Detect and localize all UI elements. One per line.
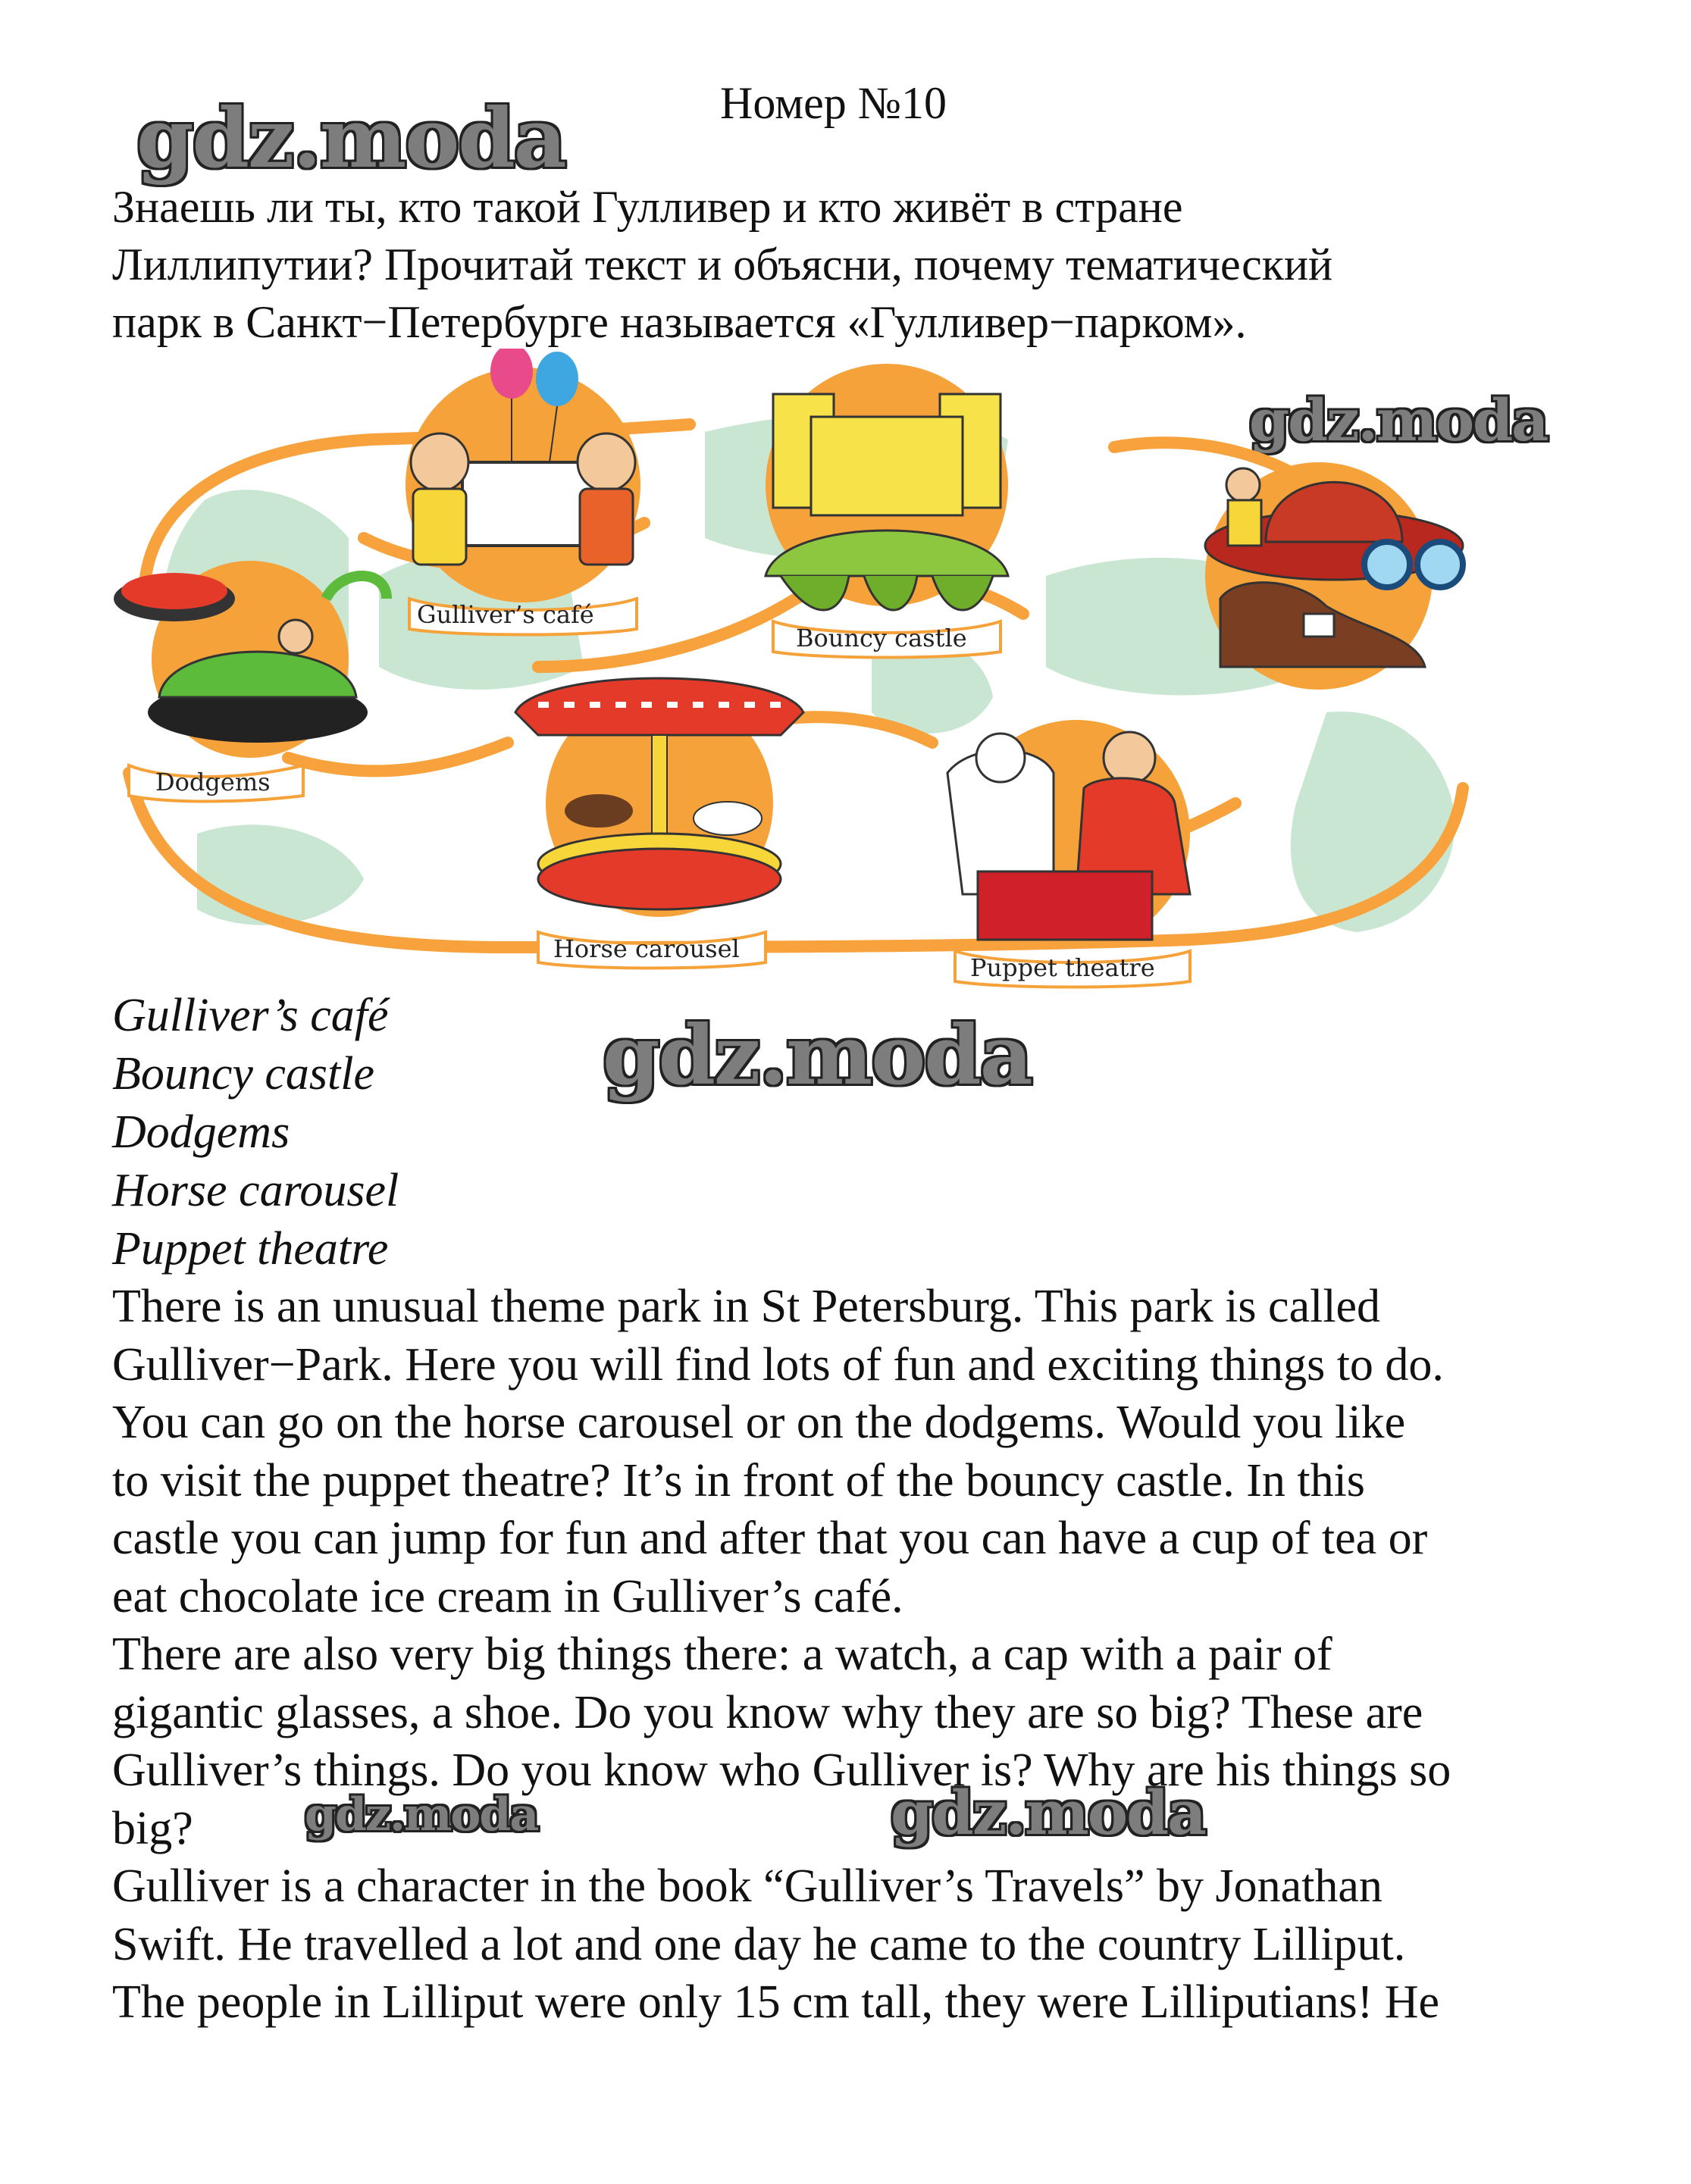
text-line: Swift. He travelled a lot and one day he came to the country Lilliput. bbox=[112, 1918, 1406, 1970]
text-line: You can go on the horse carousel or on the dodgems. Would you like bbox=[112, 1397, 1406, 1448]
text-line: castle you can jump for fun and after that you can have a cup of tea or bbox=[112, 1513, 1428, 1564]
watermark: gdz.moda bbox=[305, 1788, 538, 1841]
intro-line: парк в Санкт−Петербурге называется «Гулливер−парком». bbox=[112, 297, 1247, 347]
text-line: There is an unusual theme park in St Petersburg. This park is called bbox=[112, 1281, 1381, 1332]
list-item: Puppet theatre bbox=[112, 1223, 389, 1275]
watermark: gdz.moda bbox=[891, 1777, 1205, 1848]
label-dodgems: Dodgems bbox=[155, 768, 271, 796]
gullivers-hat-and-shoe bbox=[1205, 462, 1463, 690]
label-bouncy-castle: Bouncy castle bbox=[796, 624, 967, 652]
attractions-list bbox=[112, 987, 399, 1278]
watermark: gdz.moda bbox=[136, 91, 565, 186]
list-item: Bouncy castle bbox=[112, 1048, 375, 1100]
label-puppet-theatre: Puppet theatre bbox=[970, 953, 1155, 982]
park-map-illustration bbox=[114, 349, 1478, 989]
horse-carousel-illustration bbox=[515, 678, 803, 968]
text-line: The people in Lilliput were only 15 cm tall, they were Lilliputians! He bbox=[112, 1976, 1440, 2028]
list-item: Horse carousel bbox=[112, 1165, 399, 1216]
intro-line: Знаешь ли ты, кто такой Гулливер и кто живёт в стране bbox=[112, 182, 1183, 232]
label-gullivers-cafe: Gulliver’s café bbox=[417, 600, 594, 629]
list-item: Gulliver’s café bbox=[112, 990, 389, 1041]
text-line: big? bbox=[112, 1802, 193, 1854]
text-line: There are also very big things there: a watch, a cap with a pair of bbox=[112, 1629, 1332, 1680]
text-line: gigantic glasses, a shoe. Do you know why they are so big? These are bbox=[112, 1686, 1423, 1738]
intro-line: Лиллипутии? Прочитай текст и объясни, почему тематический bbox=[112, 239, 1333, 289]
text-line: Gulliver’s things. Do you know who Gulliver is? Why are his things so bbox=[112, 1744, 1451, 1796]
page-title: Номер №10 bbox=[720, 78, 947, 128]
text-line: to visit the puppet theatre? It’s in front of the bouncy castle. In this bbox=[112, 1454, 1365, 1507]
reading-text bbox=[112, 1278, 1628, 2032]
text-line: Gulliver−Park. Here you will find lots of fun and exciting things to do. bbox=[112, 1338, 1444, 1391]
bouncy-castle-illustration bbox=[766, 364, 1008, 658]
label-horse-carousel: Horse carousel bbox=[553, 934, 740, 963]
watermark: gdz.moda bbox=[603, 1008, 1032, 1103]
watermark: gdz.moda bbox=[1249, 386, 1548, 454]
list-item: Dodgems bbox=[112, 1106, 290, 1158]
text-line: eat chocolate ice cream in Gulliver’s café. bbox=[112, 1570, 903, 1622]
intro-paragraph bbox=[112, 178, 1590, 351]
text-line: Gulliver is a character in the book “Gulliver’s Travels” by Jonathan bbox=[112, 1860, 1383, 1912]
